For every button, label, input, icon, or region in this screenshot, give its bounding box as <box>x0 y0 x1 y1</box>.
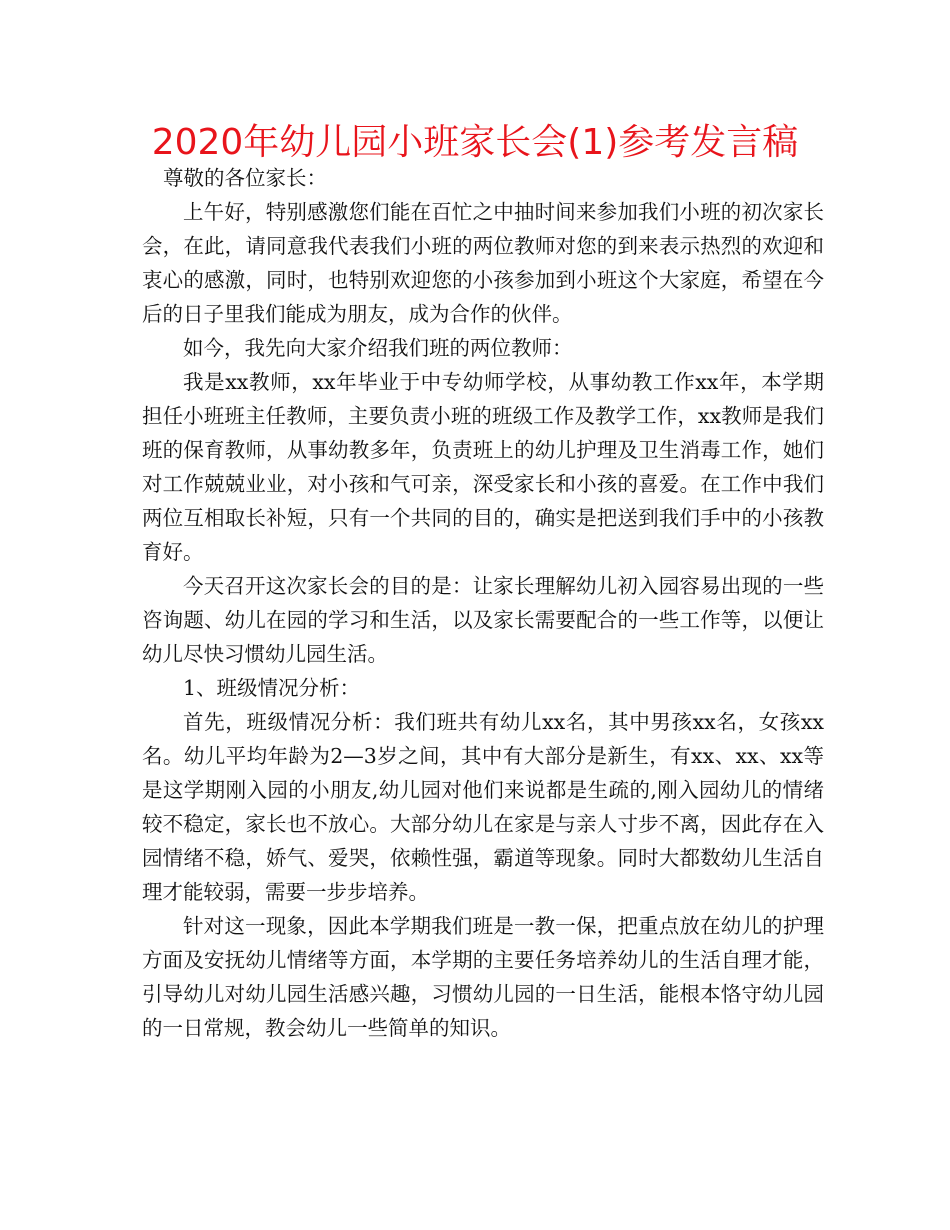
paragraph-intro-teachers: 如今，我先向大家介绍我们班的两位教师： <box>183 336 573 360</box>
paragraph-section-heading: 1、班级情况分析： <box>183 676 361 700</box>
paragraph-class-analysis: 首先，班级情况分析：我们班共有幼儿xx名，其中男孩xx名，女孩xx名。幼儿平均年龄为2—3岁之间，其中有大部分是新生，有xx、xx、xx等是这学期刚入园的小朋友,幼儿园对他们来说都是生疏的,刚入园幼儿的情绪较不稳定，家长也不放心。大部分幼儿在家是与亲人寸步不离，因此存在入园情绪不稳，娇气、爱哭，依赖性强，霸道等现象。同时大都数幼儿生活自理才能较弱，需要一步步培养。 <box>142 710 824 904</box>
paragraph-teacher-details: 我是xx教师，xx年毕业于中专幼师学校，从事幼教工作xx年，本学期担任小班班主任教师，主要负责小班的班级工作及教学工作，xx教师是我们班的保育教师，从事幼教多年，负责班上的幼儿护理及卫生消毒工作，她们对工作兢兢业业，对小孩和气可亲，深受家长和小孩的喜爱。在工作中我们两位互相取长补短，只有一个共同的目的，确实是把送到我们手中的小孩教育好。 <box>142 370 824 564</box>
paragraph-meeting-purpose: 今天召开这次家长会的目的是：让家长理解幼儿初入园容易出现的一些咨询题、幼儿在园的学习和生活，以及家长需要配合的一些工作等，以便让幼儿尽快习惯幼儿园生活。 <box>142 574 824 666</box>
paragraph-salutation: 尊敬的各位家长： <box>163 166 327 190</box>
document-body <box>142 161 824 1045</box>
document-title: 2020年幼儿园小班家长会(1)参考发言稿 <box>151 122 799 163</box>
paragraph-greeting: 上午好，特别感激您们能在百忙之中抽时间来参加我们小班的初次家长会，在此，请同意我代表我们小班的两位教师对您的到来表示热烈的欢迎和衷心的感激，同时，也特别欢迎您的小孩参加到小班这个大家庭，希望在今后的日子里我们能成为朋友，成为合作的伙伴。 <box>142 200 824 326</box>
paragraph-semester-plan: 针对这一现象，因此本学期我们班是一教一保，把重点放在幼儿的护理方面及安抚幼儿情绪等方面，本学期的主要任务培养幼儿的生活自理才能，引导幼儿对幼儿园生活感兴趣，习惯幼儿园的一日生活，能根本恪守幼儿园的一日常规，教会幼儿一些简单的知识。 <box>142 914 824 1040</box>
